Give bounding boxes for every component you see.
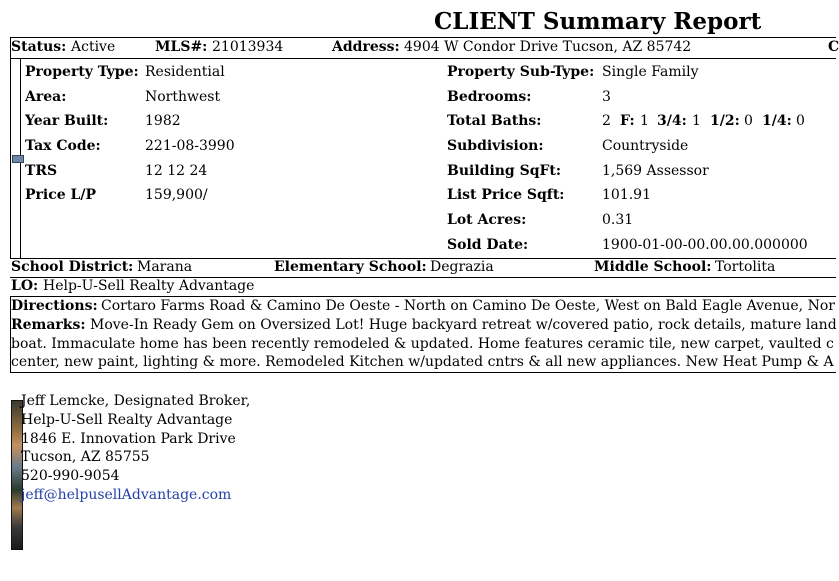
field-label: Year Built: bbox=[25, 113, 109, 129]
field-value: 1,569 Assessor bbox=[602, 163, 709, 179]
directions-value: Cortaro Farms Road & Camino De Oeste - North on Camino De Oeste, West on Bald Eagle Avenue, Nor bbox=[101, 298, 835, 314]
field-value: 12 12 24 bbox=[145, 163, 208, 179]
remarks-label: Remarks: bbox=[11, 317, 86, 333]
box-left-border bbox=[10, 37, 11, 258]
baths-full-value: 1 bbox=[640, 113, 649, 129]
field-value: Single Family bbox=[602, 64, 699, 80]
mls-value: 21013934 bbox=[212, 39, 284, 55]
cut-off-label: C bbox=[828, 39, 839, 55]
field-value: 159,900/ bbox=[145, 187, 208, 203]
field-value: 2 bbox=[602, 113, 611, 129]
field-value: Residential bbox=[145, 64, 225, 80]
field-label: TRS bbox=[25, 163, 58, 179]
field-value: 1900-01-00-00.00.00.000000 bbox=[602, 237, 808, 253]
lo-label: LO: bbox=[11, 278, 39, 294]
lo-value: Help-U-Sell Realty Advantage bbox=[43, 278, 255, 294]
agent-city: Tucson, AZ 85755 bbox=[21, 449, 150, 465]
field-label: Property Sub-Type: bbox=[447, 64, 595, 80]
field-label: Subdivision: bbox=[447, 138, 544, 154]
field-value: 1982 bbox=[145, 113, 181, 129]
school-district-value: Marana bbox=[137, 259, 193, 275]
baths-three-quarter-value: 1 bbox=[692, 113, 701, 129]
baths-quarter-value: 0 bbox=[796, 113, 805, 129]
field-value: Northwest bbox=[145, 89, 221, 105]
field-value: 0.31 bbox=[602, 212, 634, 228]
remarks-line-3: center, new paint, lighting & more. Remodeled Kitchen w/updated cntrs & all new appliances. New Heat Pump & A bbox=[11, 354, 834, 370]
field-label: Building SqFt: bbox=[447, 163, 562, 179]
field-label: Bedrooms: bbox=[447, 89, 532, 105]
agent-name: Jeff Lemcke, Designated Broker, bbox=[21, 393, 251, 409]
agent-email-link[interactable]: jeff@helpusellAdvantage.com bbox=[21, 487, 232, 503]
field-value: 3 bbox=[602, 89, 611, 105]
directions-label: Directions: bbox=[11, 298, 98, 314]
report-title: CLIENT Summary Report bbox=[434, 8, 762, 35]
field-value: Countryside bbox=[602, 138, 689, 154]
field-label: Lot Acres: bbox=[447, 212, 527, 228]
elementary-school-label: Elementary School: bbox=[274, 259, 427, 275]
remarks-bottom-rule bbox=[10, 372, 836, 373]
field-label: List Price Sqft: bbox=[447, 187, 565, 203]
baths-quarter-label: 1/4: bbox=[762, 113, 792, 129]
address-value: 4904 W Condor Drive Tucson, AZ 85742 bbox=[404, 39, 692, 55]
status-label: Status: bbox=[11, 39, 67, 55]
field-label: Area: bbox=[25, 89, 67, 105]
mls-label: MLS#: bbox=[155, 39, 208, 55]
address-label: Address: bbox=[332, 39, 400, 55]
field-label: Total Baths: bbox=[447, 113, 542, 129]
agent-street: 1846 E. Innovation Park Drive bbox=[21, 431, 236, 447]
field-value: 221-08-3990 bbox=[145, 138, 235, 154]
remarks-line-2: boat. Immaculate home has been recently remodeled & updated. Home features ceramic tile, new carpet, vaulted c bbox=[11, 336, 834, 352]
status-value: Active bbox=[71, 39, 116, 55]
baths-half-label: 1/2: bbox=[710, 113, 740, 129]
elementary-school-value: Degrazia bbox=[430, 259, 494, 275]
middle-school-value: Tortolita bbox=[715, 259, 776, 275]
baths-full-label: F: bbox=[620, 113, 635, 129]
field-label: Price L/P bbox=[25, 187, 97, 203]
agent-phone: 520-990-9054 bbox=[21, 468, 120, 484]
header-bottom-rule bbox=[10, 58, 836, 59]
field-label: Sold Date: bbox=[447, 237, 529, 253]
baths-half-value: 0 bbox=[744, 113, 753, 129]
middle-school-label: Middle School: bbox=[594, 259, 712, 275]
baths-three-quarter-label: 3/4: bbox=[657, 113, 687, 129]
remarks-line-1: Move-In Ready Gem on Oversized Lot! Huge backyard retreat w/covered patio, rock details, mature land bbox=[90, 317, 837, 333]
field-label: Property Type: bbox=[25, 64, 139, 80]
collapse-icon[interactable] bbox=[12, 155, 24, 163]
field-label: Tax Code: bbox=[25, 138, 101, 154]
agent-company: Help-U-Sell Realty Advantage bbox=[21, 412, 233, 428]
field-value: 101.91 bbox=[602, 187, 651, 203]
school-district-label: School District: bbox=[11, 259, 134, 275]
